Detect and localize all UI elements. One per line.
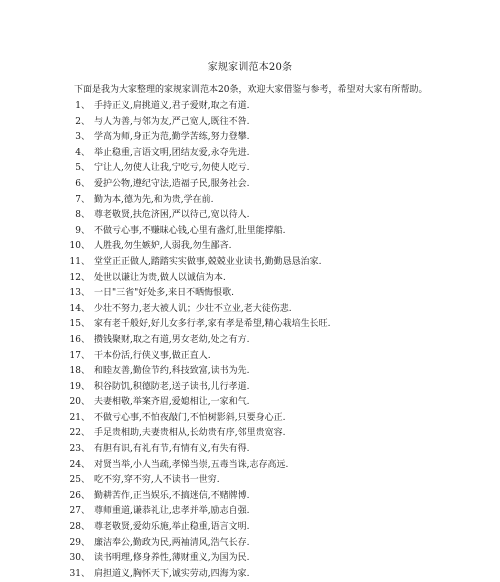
rule-number: 25、 [69, 475, 90, 486]
rule-text: 处世以谦让为贵,做人以诚信为本. [94, 272, 226, 283]
rule-text: 吃不穷,穿不穷,人不读书一世穷. [94, 475, 220, 486]
rule-number: 8、 [75, 210, 90, 221]
rule-number: 9、 [75, 225, 90, 236]
rule-number: 14、 [69, 303, 90, 314]
rule-text: 对贤当举,小人当疏,孝悌当崇,五毒当诛,志存高远. [94, 459, 289, 470]
rule-text: 积谷防饥,积德防老,送子读书,儿行孝道. [94, 381, 250, 392]
rule-text: 手持正义,肩挑道义,君子爱财,取之有道. [94, 101, 250, 111]
rule-text: 勤耕苦作,正当娱乐,不搞迷信,不赌牌博. [94, 490, 250, 501]
rule-number: 18、 [69, 366, 90, 377]
rule-number: 11、 [69, 256, 90, 267]
rule-number: 6、 [75, 178, 90, 189]
document-intro: 下面是我为大家整理的家规家训范本20条，欢迎大家借鉴与参考，希望对大家有所帮助。 [74, 85, 428, 95]
rule-text: 廉洁奉公,勤政为民,两袖清风,浩气长存. [94, 537, 250, 548]
rule-number: 12、 [69, 272, 90, 283]
rule-text: 和睦友善,勤俭节约,科技致富,读书为先. [94, 366, 250, 377]
rule-number: 7、 [75, 194, 90, 205]
rule-text: 学高为师,身正为范,勤学苦练,努力登攀. [94, 132, 250, 143]
rule-number: 2、 [75, 116, 90, 127]
rule-number: 23、 [69, 444, 90, 455]
rule-text: 不做亏心事,不赚昧心钱,心里有盏灯,肚里能撑船. [94, 225, 286, 236]
rule-text: 人胜我,勿生嫉妒,人弱我,勿生鄙吝. [94, 241, 232, 252]
rule-text: 一日"三省"好处多,来日不晒悔恨歌. [94, 288, 235, 299]
document-title: 家规家训范本20条 [207, 62, 293, 73]
rule-number: 26、 [69, 490, 90, 501]
rule-text: 手足贵相助,夫妻贵相从,长幼贵有序,邻里贵宽容. [94, 428, 286, 439]
rule-text: 尊老敬贤,爱幼乐施,举止稳重,语言文明. [94, 522, 250, 533]
rule-number: 30、 [69, 553, 90, 564]
rule-text: 读书明理,修身养性,薄财重义,为国为民. [94, 553, 250, 564]
rule-number: 27、 [69, 506, 90, 517]
rule-text: 有胆有识,有礼有节,有情有义,有失有得. [94, 444, 250, 455]
rule-text: 勤为本,德为先,和为贵,学在前. [94, 194, 214, 205]
rule-text: 不做亏心事,不怕夜敲门,不怕树影斜,只要身心正. [94, 412, 286, 423]
rule-number: 16、 [69, 334, 90, 345]
rule-text: 爱护公物,遵纪守法,造福子民,服务社会. [94, 178, 250, 189]
rule-number: 31、 [69, 568, 90, 579]
rule-text: 干本份活,行侠义事,做正直人. [94, 350, 211, 361]
rule-number: 17、 [69, 350, 90, 361]
rule-number: 28、 [69, 522, 90, 533]
rule-number: 21、 [69, 412, 90, 423]
rule-number: 5、 [75, 163, 90, 174]
rule-text: 尊师重道,谦恭礼让,忠孝并举,励志自强. [94, 506, 250, 517]
rule-number: 13、 [69, 288, 90, 299]
rule-text: 堂堂正正做人,踏踏实实做事,兢兢业业读书,勤勤恳恳治家. [94, 256, 322, 267]
rule-text: 举止稳重,言语文明,团结友爱,永夺先进. [94, 147, 250, 158]
rule-number: 4、 [75, 147, 90, 158]
rule-number: 19、 [69, 381, 90, 392]
rule-text: 攒钱聚财,取之有道,男女老幼,处之有方. [94, 334, 250, 345]
rule-number: 22、 [69, 428, 90, 439]
rule-number: 3、 [75, 132, 90, 143]
rule-text: 宁让人,勿使人让我,宁吃亏,勿使人吃亏. [94, 163, 250, 174]
rule-number: 10、 [69, 241, 90, 252]
rule-text: 肩担道义,胸怀天下,诚实劳动,四海为家. [94, 568, 250, 579]
rule-number: 15、 [69, 319, 90, 330]
rule-number: 29、 [69, 537, 90, 548]
rule-number: 1、 [75, 101, 90, 111]
rule-text: 与人为善,与邻为友,严己宽人,既往不咎. [94, 116, 250, 127]
rule-text: 少壮不努力,老大被人讥；少壮不立业,老大徒伤悲. [94, 303, 292, 314]
rule-number: 24、 [69, 459, 90, 470]
rule-text: 家有老千般好,好儿女多行孝,家有孝是希望,精心栽培生长旺. [94, 319, 331, 330]
rule-text: 尊老敬贤,扶危济困,严以待己,宽以待人. [94, 210, 250, 221]
rule-text: 夫妻相敬,举案齐眉,爱媳相让,一家和气. [94, 397, 250, 408]
rule-number: 20、 [69, 397, 90, 408]
